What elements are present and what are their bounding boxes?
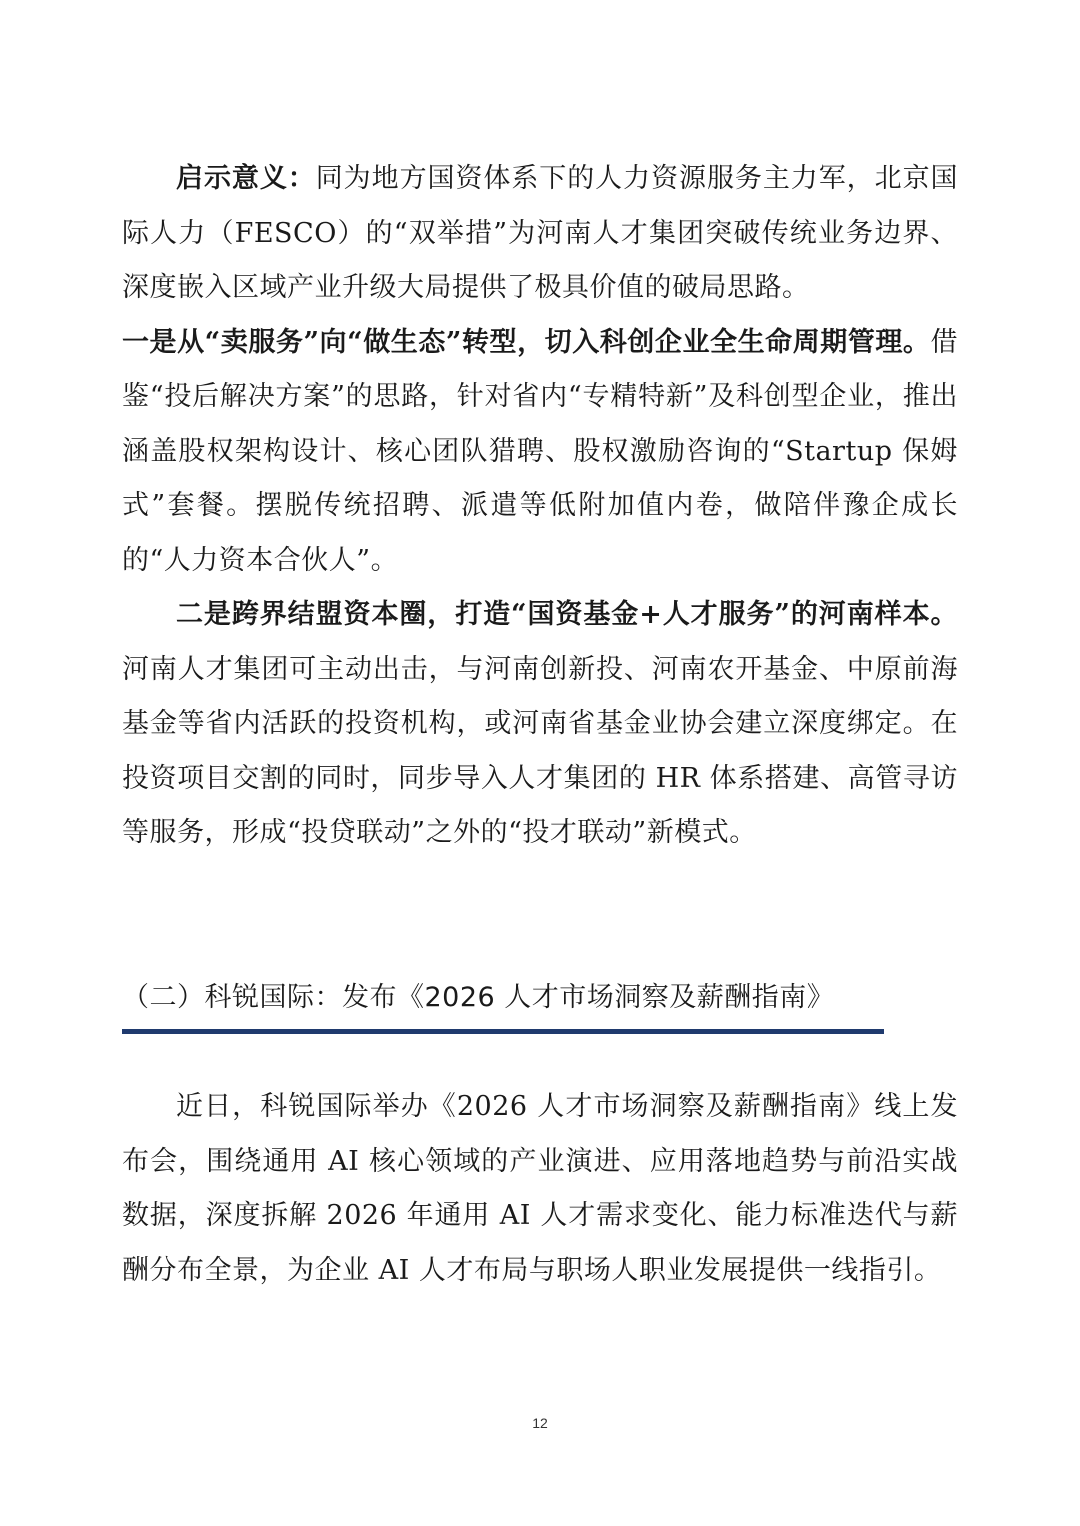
page-number: 12 <box>532 1415 548 1431</box>
paragraph-lead: 启示意义： <box>176 163 316 194</box>
paragraph-text: 同为地方国资体系下的人力资源服务主力军，北京国际人力（FESCO）的“双举措”为河南人才集团突破传统业务边界、深度嵌入区域产业升级大局提供了极具价值的破局思路。 <box>122 163 959 303</box>
section-heading: （二）科锐国际：发布《2026 人才市场洞察及薪酬指南》 <box>122 982 835 1013</box>
section-a-body <box>122 152 958 861</box>
paragraph-implications <box>122 152 958 316</box>
section-b-body <box>122 1080 958 1298</box>
paragraph-lead: 二是跨界结盟资本圈，打造“国资基金+人才服务”的河南样本。 <box>176 599 958 630</box>
paragraph-measure-one <box>122 316 958 589</box>
paragraph-lead: 一是从“卖服务”向“做生态”转型，切入科创企业全生命周期管理。 <box>122 326 931 358</box>
heading-underline <box>122 1029 884 1034</box>
paragraph-announcement: 近日，科锐国际举办《2026 人才市场洞察及薪酬指南》线上发布会，围绕通用 AI 核心领域的产业演进、应用落地趋势与前沿实战数据，深度拆解 2026 年通用 AI 人才需求变化、能力标准迭代与薪酬分布全景，为企业 AI 人才布局与职场人职业发展提供一线指引。 <box>122 1091 958 1286</box>
paragraph-measure-two <box>122 588 958 861</box>
paragraph-text: 借鉴“投后解决方案”的思路，针对省内“专精特新”及科创型企业，推出涵盖股权架构设计、核心团队猎聘、股权激励咨询的“Startup 保姆式”套餐。摆脱传统招聘、派遣等低附加值内卷，做陪伴豫企成长的“人力资本合伙人”。 <box>122 326 958 576</box>
paragraph-text: 河南人才集团可主动出击，与河南创新投、河南农开基金、中原前海基金等省内活跃的投资机构，或河南省基金业协会建立深度绑定。在投资项目交割的同时，同步导入人才集团的 HR 体系搭建、高管寻访等服务，形成“投贷联动”之外的“投才联动”新模式。 <box>122 653 958 848</box>
